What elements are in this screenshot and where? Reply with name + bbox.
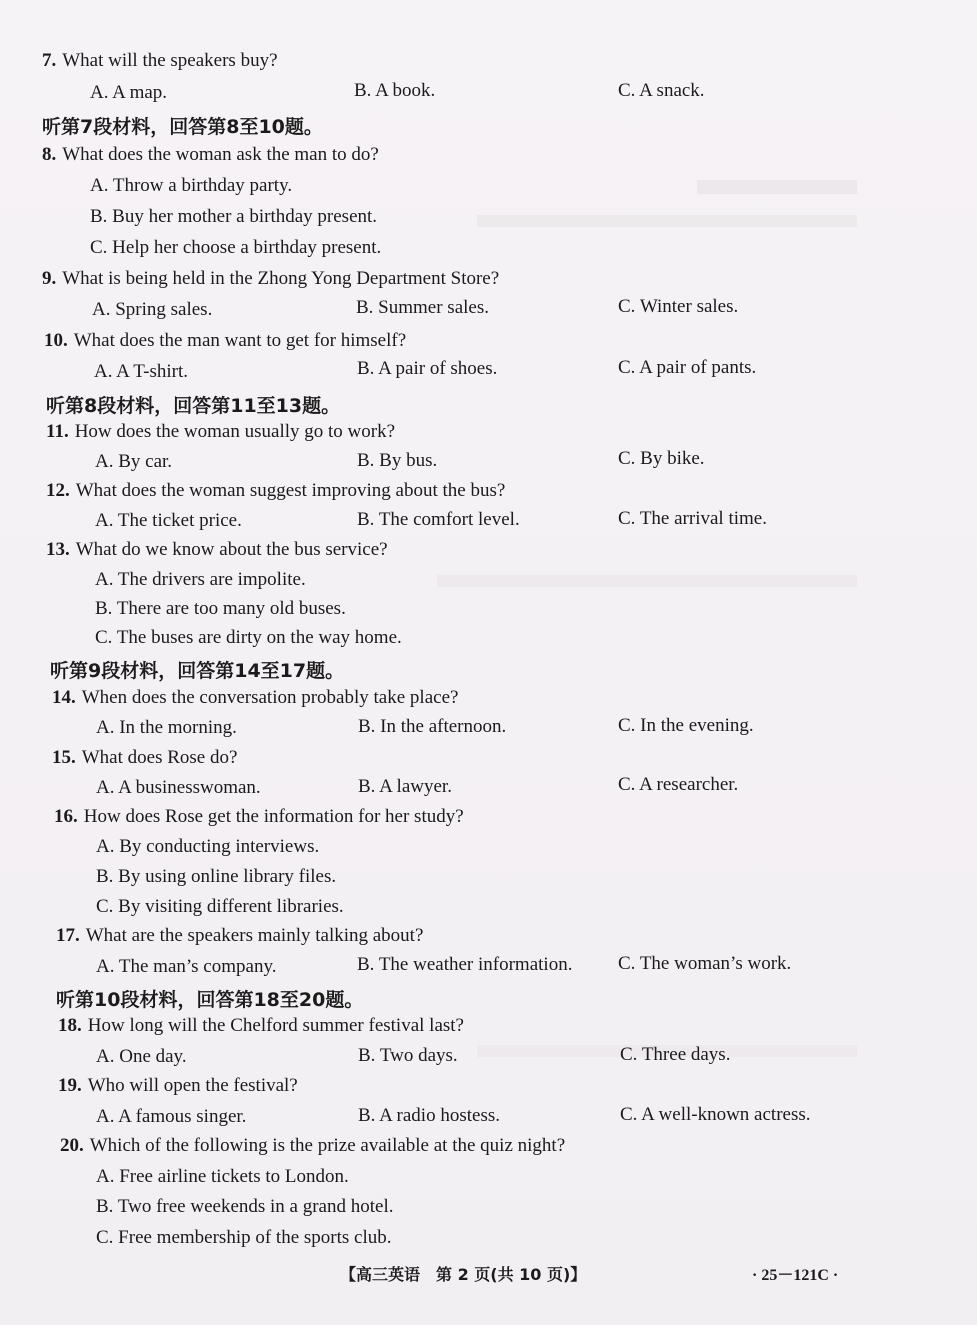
option-12c[interactable]: C. The arrival time. <box>618 508 767 529</box>
question-10: 10. What does the man want to get for himself? <box>44 330 407 351</box>
option-20c[interactable]: C. Free membership of the sports club. <box>96 1227 392 1248</box>
option-8c[interactable]: C. Help her choose a birthday present. <box>90 237 382 258</box>
section-heading-10: 听第10段材料，回答第18至20题。 <box>56 989 364 1011</box>
option-16a[interactable]: A. By conducting interviews. <box>96 836 320 857</box>
option-19b[interactable]: B. A radio hostess. <box>358 1105 500 1126</box>
question-8: 8. What does the woman ask the man to do? <box>42 144 379 165</box>
option-9b[interactable]: B. Summer sales. <box>356 297 489 318</box>
option-16c[interactable]: C. By visiting different libraries. <box>96 896 344 917</box>
option-11c[interactable]: C. By bike. <box>618 448 705 469</box>
question-12: 12. What does the woman suggest improving about the bus? <box>46 480 506 501</box>
question-17: 17. What are the speakers mainly talking about? <box>56 925 424 946</box>
option-15a[interactable]: A. A businesswoman. <box>96 777 261 798</box>
question-14: 14. When does the conversation probably take place? <box>52 687 459 708</box>
question-7: 7. What will the speakers buy? <box>42 50 278 71</box>
question-9: 9. What is being held in the Zhong Yong Department Store? <box>42 268 500 289</box>
option-7b[interactable]: B. A book. <box>354 80 436 101</box>
option-13b[interactable]: B. There are too many old buses. <box>95 598 346 619</box>
option-15b[interactable]: B. A lawyer. <box>358 776 452 797</box>
option-7a[interactable]: A. A map. <box>90 82 168 103</box>
option-16b[interactable]: B. By using online library files. <box>96 866 337 887</box>
option-14a[interactable]: A. In the morning. <box>96 717 237 738</box>
section-heading-9: 听第9段材料，回答第14至17题。 <box>50 660 345 682</box>
option-18a[interactable]: A. One day. <box>96 1046 187 1067</box>
option-17b[interactable]: B. The weather information. <box>357 954 573 975</box>
option-17c[interactable]: C. The woman’s work. <box>618 953 792 974</box>
option-12b[interactable]: B. The comfort level. <box>357 509 520 530</box>
option-20a[interactable]: A. Free airline tickets to London. <box>96 1166 349 1187</box>
option-8b[interactable]: B. Buy her mother a birthday present. <box>90 206 378 227</box>
question-11: 11. How does the woman usually go to work? <box>46 421 396 442</box>
option-7c[interactable]: C. A snack. <box>618 80 705 101</box>
option-10b[interactable]: B. A pair of shoes. <box>357 358 498 379</box>
page-footer: 【高三英语 第 2 页(共 10 页)】 <box>340 1265 587 1284</box>
option-17a[interactable]: A. The man’s company. <box>96 956 277 977</box>
question-13: 13. What do we know about the bus service? <box>46 539 388 560</box>
option-14b[interactable]: B. In the afternoon. <box>358 716 507 737</box>
section-heading-8: 听第8段材料，回答第11至13题。 <box>46 395 341 417</box>
question-16: 16. How does Rose get the information for her study? <box>54 806 464 827</box>
option-10a[interactable]: A. A T-shirt. <box>94 361 188 382</box>
option-13c[interactable]: C. The buses are dirty on the way home. <box>95 627 402 648</box>
option-18b[interactable]: B. Two days. <box>358 1045 458 1066</box>
question-15: 15. What does Rose do? <box>52 747 238 768</box>
option-19c[interactable]: C. A well-known actress. <box>620 1104 811 1125</box>
option-13a[interactable]: A. The drivers are impolite. <box>95 569 306 590</box>
option-14c[interactable]: C. In the evening. <box>618 715 754 736</box>
option-12a[interactable]: A. The ticket price. <box>95 510 242 531</box>
option-18c[interactable]: C. Three days. <box>620 1044 731 1065</box>
option-9a[interactable]: A. Spring sales. <box>92 299 213 320</box>
option-9c[interactable]: C. Winter sales. <box>618 296 739 317</box>
section-heading-7: 听第7段材料，回答第8至10题。 <box>42 116 323 138</box>
option-8a[interactable]: A. Throw a birthday party. <box>90 175 293 196</box>
paper-code: · 25－121C · <box>752 1267 839 1284</box>
option-20b[interactable]: B. Two free weekends in a grand hotel. <box>96 1196 394 1217</box>
option-11a[interactable]: A. By car. <box>95 451 173 472</box>
option-10c[interactable]: C. A pair of pants. <box>618 357 757 378</box>
option-11b[interactable]: B. By bus. <box>357 450 438 471</box>
question-18: 18. How long will the Chelford summer festival last? <box>58 1015 464 1036</box>
question-20: 20. Which of the following is the prize available at the quiz night? <box>60 1135 566 1156</box>
option-15c[interactable]: C. A researcher. <box>618 774 739 795</box>
option-19a[interactable]: A. A famous singer. <box>96 1106 247 1127</box>
question-19: 19. Who will open the festival? <box>58 1075 298 1096</box>
